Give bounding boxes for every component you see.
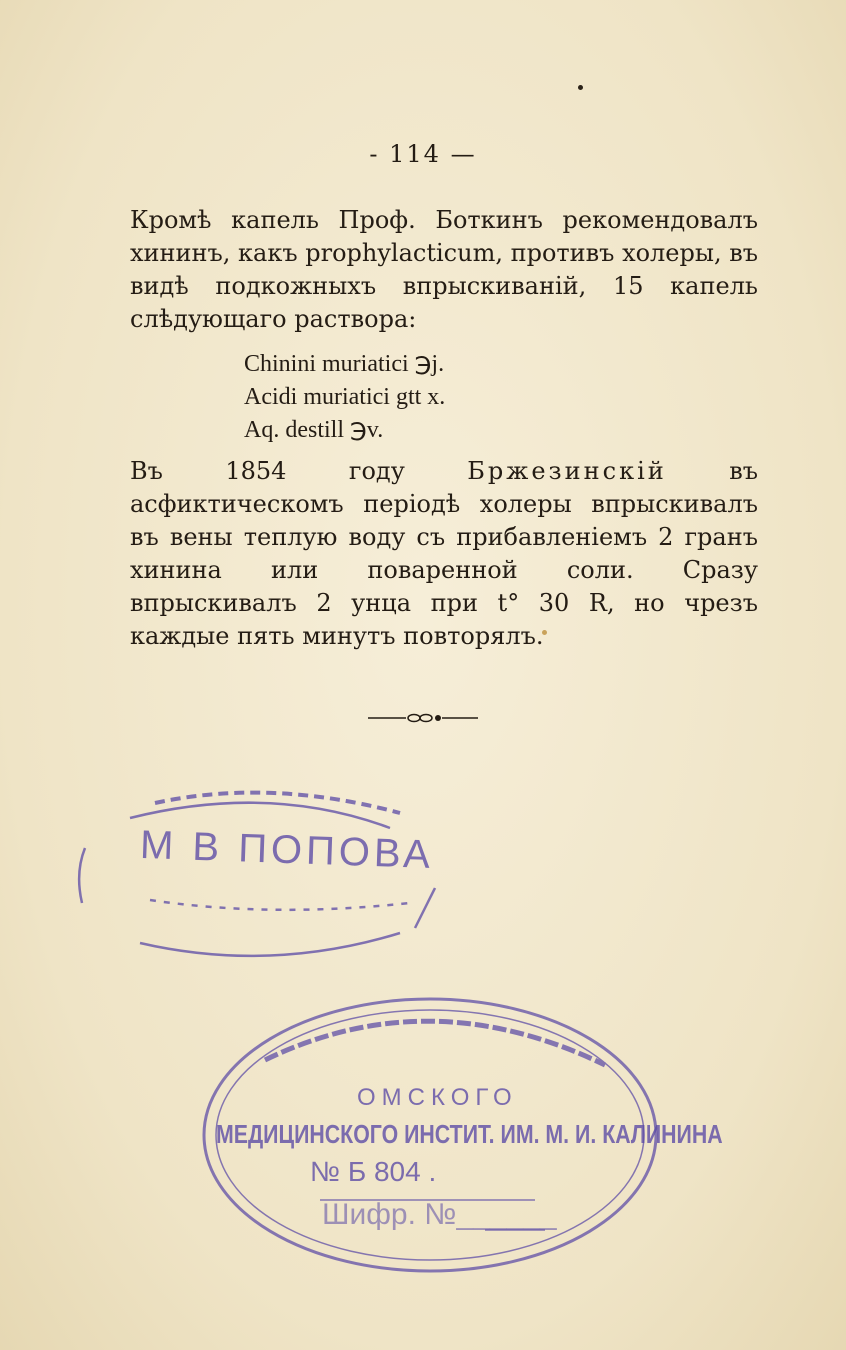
stamp-library-institute: МЕДИЦИНСКОГО ИНСТИТ. ИМ. М. И. КАЛИНИНА <box>216 1119 723 1149</box>
page-number: - 114 — <box>369 140 477 168</box>
stamp-library-number: № Б 804 . <box>310 1156 437 1187</box>
formula-line-1: Chinini muriatici ℈j. <box>244 351 445 377</box>
body-text <box>130 204 758 653</box>
author-name: Бржезинскій <box>467 457 667 485</box>
formula-line-3: Aq. destill ℈v. <box>244 417 384 443</box>
formula-line-2: Acidi muriatici gtt x. <box>244 384 446 410</box>
paragraph-2-start: Въ 1854 году <box>130 457 468 485</box>
ornament-divider-icon <box>368 712 478 724</box>
stamp-library-cipher: Шифр. №______ <box>322 1198 557 1231</box>
paragraph-2 <box>130 455 758 653</box>
prescription-formula <box>244 348 758 447</box>
ink-speck <box>578 85 583 90</box>
stamp-library-city: ОМСКОГО <box>357 1084 518 1111</box>
paragraph-1: Кромѣ капель Проф. Боткинъ рекомендовалъ хининъ, какъ prophylacticum, противъ холеры, въ видѣ подкожныхъ впрыскиваній, 15 капель слѣдующаго раствора: <box>130 206 759 333</box>
stamp-bookseller-name: М В ПОПОВА <box>139 822 435 878</box>
paragraph-2-rest: въ асфиктическомъ періодѣ холеры впрыскивалъ въ вены теплую воду съ прибавленіемъ 2 гранъ хинина или поваренной соли. Сразу впрыскивалъ 2 унца при t° 30 R, но чрезъ каждые пять минутъ повторялъ. <box>130 457 758 650</box>
